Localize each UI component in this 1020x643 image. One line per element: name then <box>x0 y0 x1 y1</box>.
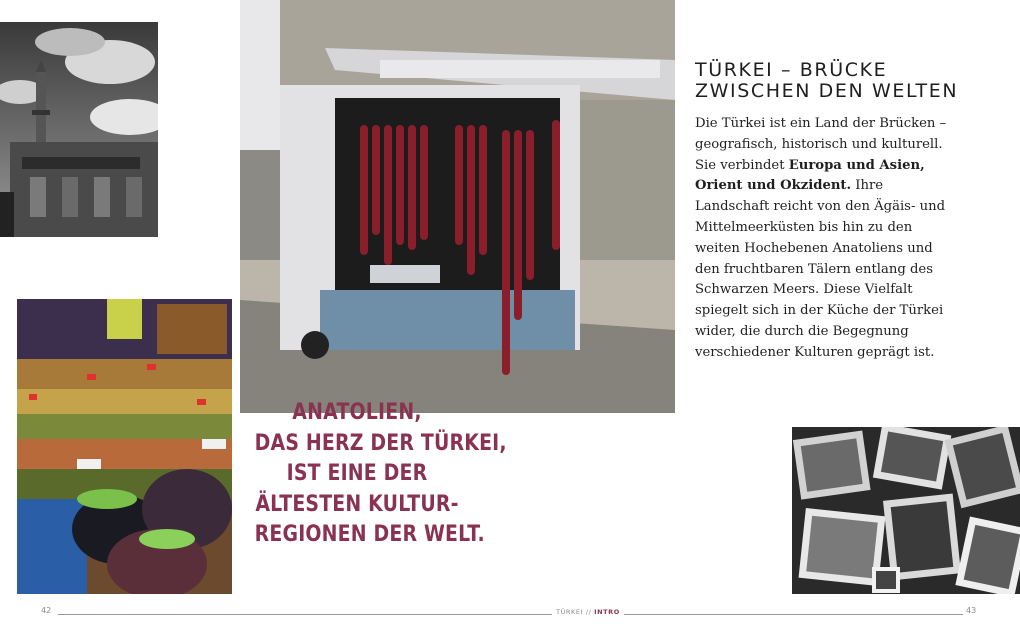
paragraph-part-2: Ihre Landschaft reicht von den Ägäis- und Mittelmeerküsten bis hin zu den weiten Hochebenen Anatoliens und den fruchtbaren Tälern entlang des Schwarzen Meers. Diese Vielfalt spiegelt sich in der Küche der Türkei wider, die durch die Begegnung verschiedener Kulturen geprägt ist. <box>695 178 946 360</box>
quote-line: DAS HERZ DER TÜRKEI, <box>254 430 507 456</box>
paragraph-bold-phrase: Europa und Asien, Orient und Okzident. <box>695 157 925 194</box>
footer-section: TÜRKEI <box>556 608 584 616</box>
article-headline <box>695 60 995 102</box>
page-number-left: 42 <box>41 606 52 615</box>
headline-line-2: ZWISCHEN DEN WELTEN <box>695 80 959 102</box>
running-footer <box>552 608 624 616</box>
van-sausages-photo <box>240 0 675 413</box>
quote-line: IST EINE DER <box>286 461 428 486</box>
footer-rule <box>58 614 963 615</box>
headline-line-1: TÜRKEI – BRÜCKE <box>695 59 888 81</box>
paragraph-part-1: Die Türkei ist ein Land der Brücken – geografisch, historisch und kulturell. Sie verbindet <box>695 116 947 173</box>
page-number-right: 43 <box>966 606 977 615</box>
quote-line: REGIONEN DER WELT. <box>254 522 485 547</box>
market-stall-photo <box>17 299 232 594</box>
footer-separator: // <box>583 608 595 616</box>
footer-chapter: INTRO <box>594 608 620 616</box>
photo-collage <box>792 427 1020 594</box>
pull-quote <box>254 398 507 551</box>
intro-paragraph <box>695 114 960 364</box>
quote-line: ÄLTESTEN KULTUR- <box>255 491 459 517</box>
minaret-photo <box>0 22 158 237</box>
quote-line: ANATOLIEN, <box>292 400 422 425</box>
